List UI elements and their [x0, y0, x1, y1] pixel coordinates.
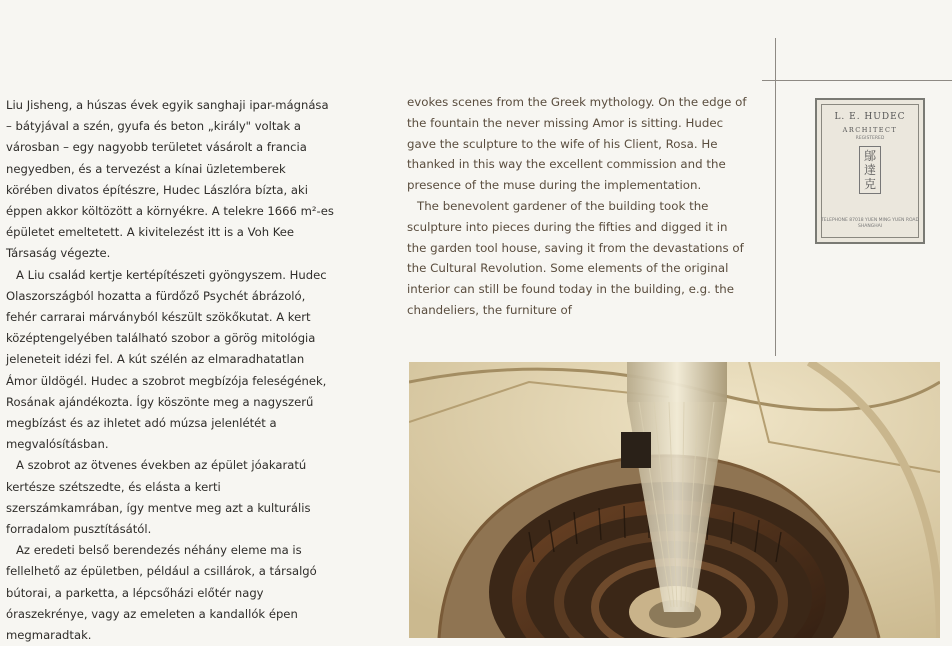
vertical-rule: [775, 38, 776, 356]
card-name: L. E. HUDEC: [834, 112, 906, 122]
english-text-column: [407, 92, 747, 321]
hu-paragraph-3: A szobrot az ötvenes években az épület jóakaratú kertésze szétszedte, és elásta a kerti szerszámkamrában, így mentve meg azt a kulturális forradalom pusztításától.: [6, 458, 311, 537]
hu-paragraph-4: Az eredeti belső berendezés néhány eleme ma is fellelhető az épületben, például a csillárok, a társalgó bútorai, a parketta, a lépcsőházi előtér nagy óraszekrénye, vagy az emeleten a kandallók épen megmaradtak.: [6, 543, 317, 643]
card-subtitle: REGISTERED: [855, 136, 885, 141]
en-paragraph-1: evokes scenes from the Greek mythology. On the edge of the fountain the never missing Amor is sitting. Hudec gave the sculpture to the wife of his Client, Rosa. He thanked in this way the excellent commission and the presence of the muse during the implementation.: [407, 95, 747, 193]
staircase-illustration: [409, 362, 940, 638]
card-title: ARCHITECT: [842, 126, 898, 134]
en-paragraph-2: The benevolent gardener of the building took the sculpture into pieces during the fifties and digged it in the garden tool house, saving it from the devastations of the Cultural Revolution. Some elements of the original interior can still be found today in the building, e.g. the chandeliers, the furniture of: [407, 198, 744, 317]
card-footer: TELEPHONE 87018 YUEN MING YUEN ROAD SHANGHAI: [821, 218, 919, 229]
card-chinese-name: 鄔達克: [859, 146, 881, 194]
hu-paragraph-1: Liu Jisheng, a húszas évek egyik sanghaji ipar-mágnása – bátyjával a szén, gyufa és beton „király" voltak a városban – egy nagyobb területet vásárolt a francia negyedben, és a tervezést a kínai üzletemberek körében divatos építészre, Hudec Lászlóra bízta, aki éppen akkor költözött a környékre. A telekre 1666 m²-es épületet emeltetett. A kivitelezést itt is a Voh Kee Társaság végezte.: [6, 98, 334, 261]
staircase-photo: [409, 362, 940, 638]
hudec-business-card: [815, 98, 925, 244]
hungarian-text-column: [6, 95, 336, 646]
horizontal-rule: [762, 80, 952, 81]
hu-paragraph-2: A Liu család kertje kertépítészeti gyöngyszem. Hudec Olaszországból hozatta a fürdőző Psychét ábrázoló, fehér carrarai márványból készült szökőkutat. A kert középtengelyében található szobor a görög mitológia jeleneteit idézi fel. A kút szélén az elmaradhatatlan Ámor üldögél. Hudec a szobrot megbízója feleségének, Rosának ajándékozta. Így köszönte meg a nagyszerű megbízást és az ihletet adó múzsa jelenlétét a megvalósításban.: [6, 267, 327, 452]
